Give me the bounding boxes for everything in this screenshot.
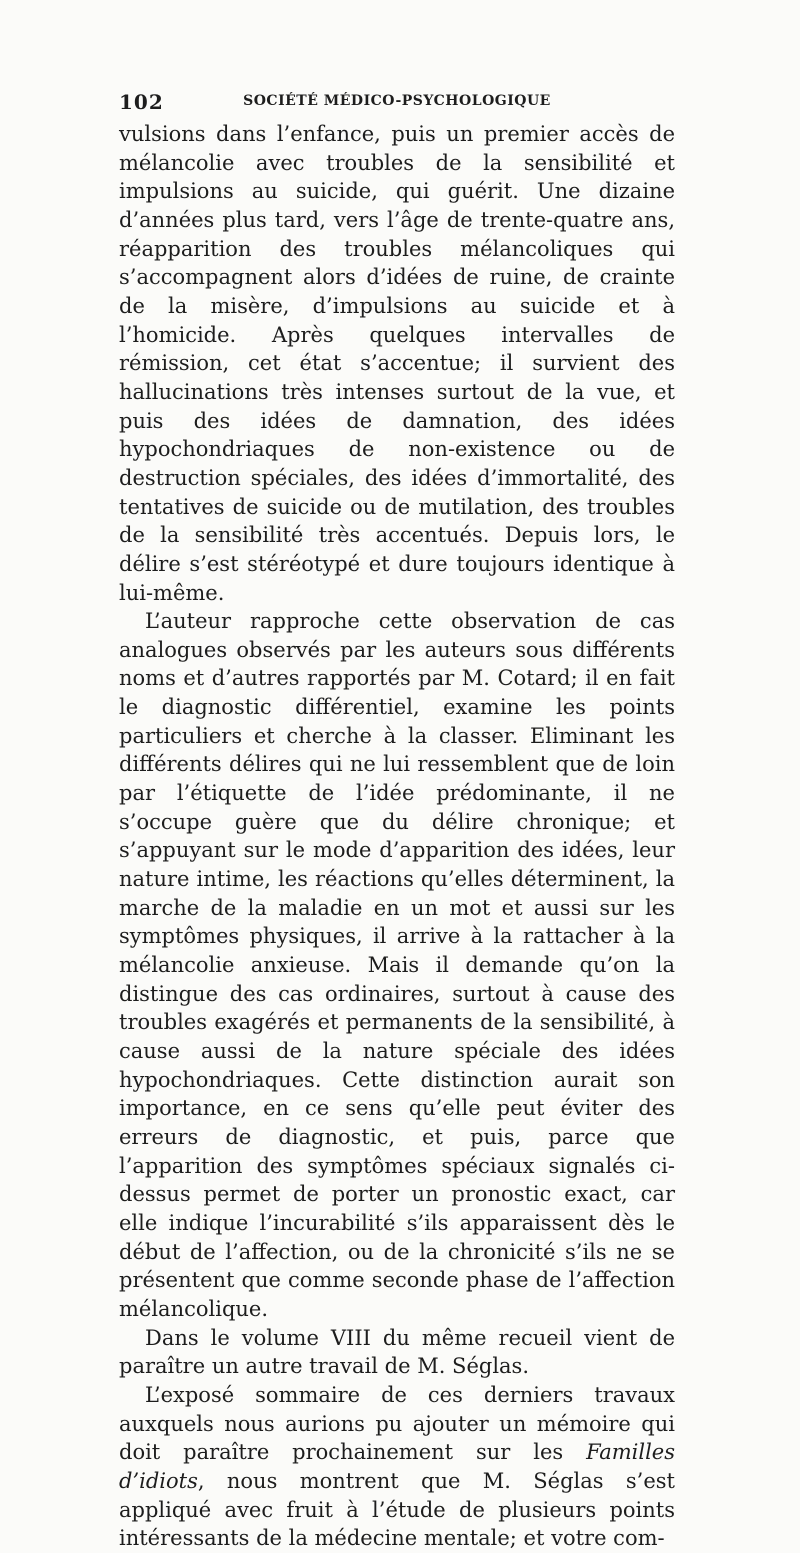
- running-title: SOCIÉTÉ MÉDICO-PSYCHOLOGIQUE: [243, 93, 551, 109]
- paragraph-summary: [119, 1381, 675, 1553]
- paragraph-author-comparison: L’auteur rapproche cette observation de cas analogues observés par les auteurs sous différents noms et d’autres rapportés par M. Cotard; il en fait le diagnostic différentiel, examine les points particuliers et cherche à la classer. Eliminant les différents délires qui ne lui ressemblent que de loin par l’étiquette de l’idée prédominante, il ne s’occupe guère que du délire chronique; et s’appuyant sur le mode d’apparition des idées, leur nature intime, les réactions qu’elles déterminent, la marche de la maladie en un mot et aussi sur les symptômes physiques, il arrive à la rattacher à la mélancolie anxieuse. Mais il demande qu’on la distingue des cas ordinaires, surtout à cause des troubles exagérés et permanents de la sensibilité, à cause aussi de la nature spéciale des idées hypochondriaques. Cette distinction aurait son importance, en ce sens qu’elle peut éviter des erreurs de diagnostic, et puis, parce que l’apparition des symptômes spéciaux signalés ci-dessus permet de porter un pronostic exact, car elle indique l’incurabilité s’ils apparaissent dès le début de l’affection, ou de la chronicité s’ils ne se présentent que comme seconde phase de l’affection mélancolique.: [119, 609, 675, 1321]
- page-number: 102: [119, 90, 164, 114]
- summary-text-before: L’exposé sommaire de ces derniers travaux auxquels nous aurions pu ajouter un mémoire qui doit paraître prochainement sur les: [119, 1382, 675, 1465]
- paragraph-continuation: vulsions dans l’enfance, puis un premier accès de mélancolie avec troubles de la sensibilité et impulsions au suicide, qui guérit. Une dizaine d’années plus tard, vers l’âge de trente-quatre ans, réapparition des troubles mélancoliques qui s’accompagnent alors d’idées de ruine, de crainte de la misère, d’impulsions au suicide et à l’homicide. Après quelques intervalles de rémission, cet état s’accentue; il survient des hallucinations très intenses surtout de la vue, et puis des idées de damnation, des idées hypochondriaques de non-existence ou de destruction spéciales, des idées d’immortalité, des tentatives de suicide ou de mutilation, des troubles de la sensibilité très accentués. Depuis lors, le délire s’est stéréotypé et dure toujours identique à lui-même.: [119, 122, 675, 605]
- body-text: [119, 120, 675, 1553]
- summary-text-after: , nous montrent que M. Séglas s’est appliqué avec fruit à l’étude de plusieurs points intéressants de la médecine mentale; et votre com-: [119, 1468, 675, 1551]
- paragraph-volume-viii: Dans le volume VIII du même recueil vient de paraître un autre travail de M. Séglas.: [119, 1325, 675, 1379]
- running-head: [119, 90, 675, 120]
- book-page: [119, 90, 675, 1551]
- italic-title-familles: Familles d’idiots: [119, 1440, 675, 1493]
